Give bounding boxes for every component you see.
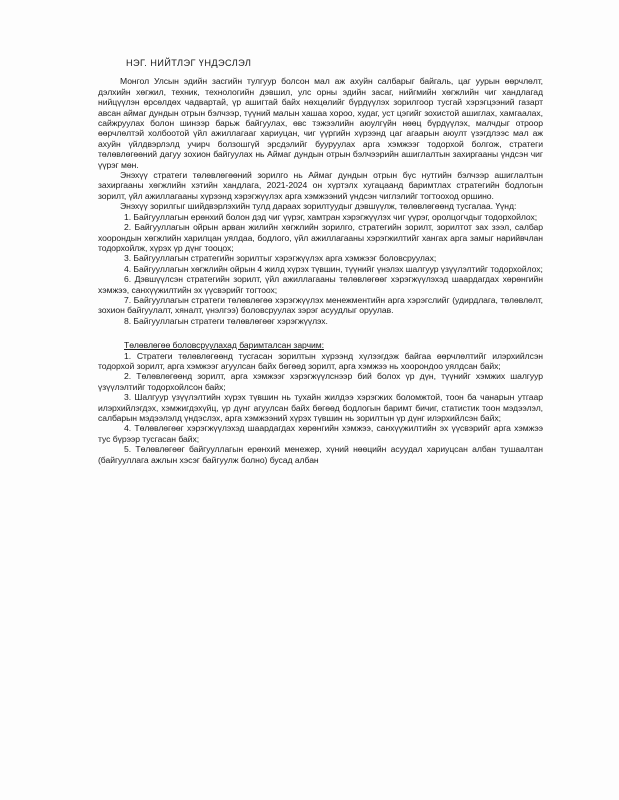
objective-item: 7. Байгууллагын стратеги төлөвлөгөө хэрэгжүүлэх менежментийн арга хэрэгслийг (удирдлага, төлөвлөлт, зохион байгуулалт, хяналт, үнэлгээ) боловсруулах зэрэг асуудлыг оруулав. (98, 294, 543, 316)
principle-item: 2. Төлөвлөгөөнд зорилт, арга хэмжээг хэрэгжүүлснээр бий болох үр дүн, түүнийг хэмжих шалгуур үзүүлэлтийг тодорхойлсон байх; (98, 371, 543, 392)
section-heading: НЭГ. НИЙТЛЭГ ҮНДЭСЛЭЛ (126, 58, 252, 68)
principles-title: Төлөвлөгөө боловсруулахад баримталсан зарчим: (124, 340, 324, 351)
principle-item: 1. Стратеги төлөвлөгөөнд тусгасан зорилтын хүрээнд хүлээгдэж байгаа өөрчлөлтийг илэрхийлсэн тодорхой зорилт, арга хэмжээг агуулсан байх бөгөөд зорилт, арга хэмжээ нь хоорондоо уялдсан байх; (98, 350, 543, 371)
objective-item: 4. Байгууллагын хөгжлийн ойрын 4 жилд хүрэх түвшин, түүнийг үнэлэх шалгуур үзүүлэлтийг тодорхойлох; (124, 263, 543, 274)
objective-item: 6. Дэвшүүлсэн стратегийн зорилт, үйл ажиллагааны төлөвлөгөөг хэрэгжүүлэхэд шаардагдах хөрөнгийн хэмжээ, санхүүжилтийн эх үүсвэрийг тогтоох; (98, 274, 543, 295)
spacer (98, 326, 543, 332)
principle-item: 3. Шалгуур үзүүлэлтийн хүрэх түвшин нь тухайн жилдээ хэрэгжих боломжтой, тоон ба чанарын утгаар илэрхийлэгдэх, хэмжигдэхүйц, үр дүнг агуулсан байх бөгөөд бодлогын баримт бичиг, статистик тоон мэдээлэл, салбарын мэдээлэлд үндэслэх, арга хэмжээний хүрэх түвшин нь зорилтын үр дүнг илэрхийлсэн байх; (98, 392, 543, 423)
objective-item: 3. Байгууллагын стратегийн зорилтыг хэрэгжүүлэх арга хэмжээг боловсруулах; (124, 253, 437, 264)
objective-item: 2. Байгууллагын ойрын арван жилийн хөгжлийн зорилго, стратегийн зорилт, зорилтот зах зээл, салбар хоорондын хөгжлийн харилцан уялдаа, бодлого, үйл ажиллагааны хэрэгжилтийг хангах арга замыг нарийвчлан тодорхойлж, хүрэх үр дүнг тооцох; (98, 222, 543, 253)
document-body (98, 58, 543, 465)
intro-paragraph: Монгол Улсын эдийн засгийн тулгуур болсон мал аж ахуйн салбарыг байгаль, цаг уурын өөрчлөлт, дэлхийн хөгжил, техник, технологийн дэвшил, улс орны эдийн засаг, нийгмийн хөгжлийн чиг хандлагад нийцүүлэн өрсөлдөх чадвартай, үр ашигтай байх нөхцөлийг бүрдүүлэх зорилгоор тусгай хэрэгцээний газарт авсан аймаг дундын отрын бэлчээр, түүний малын хашаа хороо, худаг, уст цэгийг зохистой ашиглах, хамгаалах, сайжруулах болон шинээр барьж байгуулах, өвс тэжээлийн аюулгүйн нөөц бүрдүүлэх, малчдыг отроор өөрчлөлтэй холбоотой үйл ажиллагааг хариуцан, чиг үүргийн хүрээнд цаг агаарын аюулт үзэгдлээс мал аж ахуйн үйлдвэрлэлд учирч болзошгүй эрсдэлийг бууруулах арга хэмжээг тодорхой болгож, стратеги төлөвлөгөөний дагуу зохион байгуулах нь Аймаг дундын отрын бэлчээрийн ашиглалтын захиргааны үндсэн чиг үүрэг мөн. (98, 76, 543, 170)
objective-item: 8. Байгууллагын стратеги төлөвлөгөөг хэрэгжүүлэх. (124, 315, 328, 326)
objective-item: 1. Байгууллагын ерөнхий болон дэд чиг үүрэг, хамтран хэрэгжүүлэх чиг үүрэг, оролцогчдыг тодорхойлох; (124, 211, 538, 222)
principle-item: 5. Төлөвлөгөөг байгууллагын ерөнхий менежер, хүний нөөцийн асуудал хариуцсан албан тушаалтан (байгууллага ажлын хэсэг байгуулж болно) бусад албан (98, 444, 543, 465)
objectives-lead-paragraph: Энэхүү зорилгыг шийдвэрлэхийн тулд дараах зорилтуудыг дэвшүүлж, төлөвлөгөөнд тусгалаа. Үүнд: (120, 201, 517, 212)
principle-item: 4. Төлөвлөгөөг хэрэгжүүлэхэд шаардагдах хөрөнгийн хэмжээ, санхүүжилтийн эх үүсвэрийг арга хэмжээ тус бүрээр тусгасан байх; (98, 423, 543, 444)
goal-paragraph: Энэхүү стратеги төлөвлөгөөний зорилго нь Аймаг дундын отрын бүс нутгийн бэлчээр ашиглалтын захиргааны хөгжлийн хэтийн хандлага, 2021-2024 он хүртэлх хугацаанд баримтлах стратегийн бодлогын зорилт, үйл ажиллагааны хүрээнд хэрэгжүүлэх арга хэмжээний үндсэн чиглэлийг тогтооход оршино. (98, 170, 543, 201)
